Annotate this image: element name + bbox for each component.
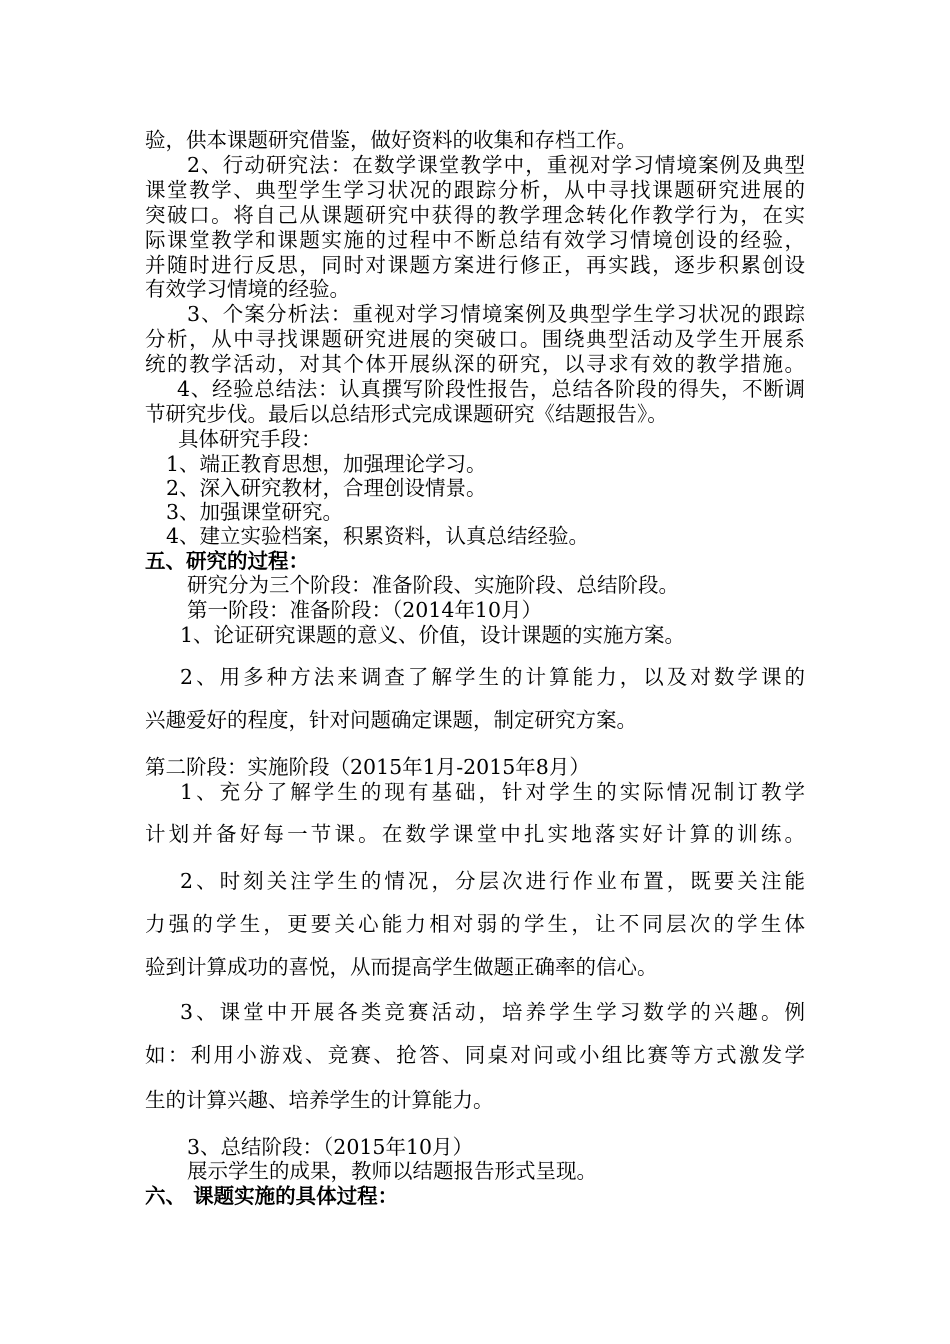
text-line: 1、论证研究课题的意义、价值，设计课题的实施方案。 [180,623,686,647]
text-line: 突破口。将自己从课题研究中获得的教学理念转化作教学行为，在实 [145,203,805,227]
list-item: 1、端正教育思想，加强理论学习。 [166,452,487,476]
text-line: 2、时刻关注学生的情况，分层次进行作业布置，既要关注能 [180,869,805,893]
text-line: 如：利用小游戏、竞赛、抢答、同桌对问或小组比赛等方式激发学 [145,1043,805,1067]
text-line: 统的教学活动，对其个体开展纵深的研究，以寻求有效的教学措施。 [145,352,805,376]
text-line: 2、行动研究法：在数学课堂教学中，重视对学习情境案例及典型 [187,153,805,177]
section-heading: 五、研究的过程： [145,549,309,573]
list-item: 3、加强课堂研究。 [166,500,344,524]
text-line: 际课堂教学和课题实施的过程中不断总结有效学习情境创设的经验， [145,228,805,252]
text-line: 兴趣爱好的程度，针对问题确定课题，制定研究方案。 [145,708,637,732]
text-line: 3、课堂中开展各类竞赛活动，培养学生学习数学的兴趣。例 [180,1000,805,1024]
text-line: 分析，从中寻找课题研究进展的突破口。围绕典型活动及学生开展系 [145,327,805,351]
list-item: 4、建立实验档案，积累资料，认真总结经验。 [166,524,590,548]
text-line: 具体研究手段： [178,427,322,451]
text-line: 2、用多种方法来调查了解学生的计算能力，以及对数学课的 [180,665,805,689]
text-line: 第二阶段：实施阶段（2015年1月-2015年8月） [145,755,590,779]
text-line: 生的计算兴趣、培养学生的计算能力。 [145,1088,494,1112]
text-line: 研究分为三个阶段：准备阶段、实施阶段、总结阶段。 [187,573,679,597]
text-line: 验，供本课题研究借鉴，做好资料的收集和存档工作。 [145,128,637,152]
text-line: 展示学生的成果，教师以结题报告形式呈现。 [187,1159,597,1183]
text-line: 课堂教学、典型学生学习状况的跟踪分析，从中寻找课题研究进展的 [145,178,805,202]
text-line: 验到计算成功的喜悦，从而提高学生做题正确率的信心。 [145,955,658,979]
text-line: 并随时进行反思，同时对课题方案进行修正，再实践，逐步积累创设 [145,253,805,277]
text-line: 3、个案分析法：重视对学习情境案例及典型学生学习状况的跟踪 [187,302,805,326]
text-line: 力强的学生，更要关心能力相对弱的学生，让不同层次的学生体 [145,912,805,936]
text-line: 3、总结阶段：（2015年10月） [187,1135,474,1159]
text-line: 节研究步伐。最后以总结形式完成课题研究《结题报告》。 [145,402,668,426]
text-line: 4、经验总结法：认真撰写阶段性报告，总结各阶段的得失，不断调 [177,377,805,401]
section-heading: 六、 课题实施的具体过程： [145,1184,399,1208]
text-line: 第一阶段：准备阶段：（2014年10月） [187,598,543,622]
text-line: 计划并备好每一节课。在数学课堂中扎实地落实好计算的训练。 [145,822,805,846]
text-line: 有效学习情境的经验。 [145,277,350,301]
text-line: 1、充分了解学生的现有基础，针对学生的实际情况制订教学 [180,780,805,804]
list-item: 2、深入研究教材，合理创设情景。 [166,476,487,500]
